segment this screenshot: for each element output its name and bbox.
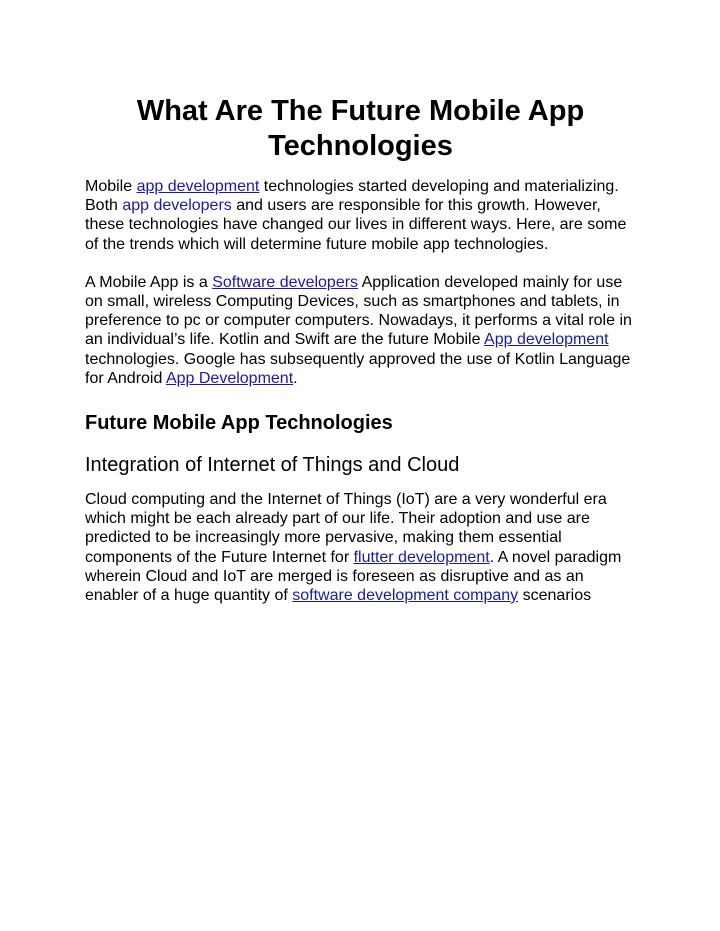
app-development-link-3[interactable]: App Development [165,369,294,387]
subheading: Integration of Internet of Things and Cloud [85,454,460,477]
software-developers-link[interactable]: Software developers [212,273,359,291]
intro-text-2: technologies started developing and materializing. Both [85,178,619,215]
app-developers-link[interactable]: app developers [122,197,232,215]
intro-text-3: and users are responsible for this growth. However, these technologies have changed our lives in different ways. Here, are some of the trends which will determine future mobile app technologies. [85,197,627,253]
flutter-development-link[interactable]: flutter development [353,548,490,566]
iot-text-2: . A novel paradigm wherein Cloud and IoT are merged is foreseen as disruptive and as an enabler of a huge quantity of [85,548,622,605]
software-development-company-link[interactable]: software development company [292,587,519,605]
section-heading: Future Mobile App Technologies [85,412,393,435]
mobile-app-text-3: technologies. Google has subsequently approved the use of Kotlin Language for Android [85,350,631,387]
intro-text-1: Mobile [85,178,137,195]
mobile-app-text-2: Application developed mainly for use on small, wireless Computing Devices, such as smartphones and tablets, in preference to pc or computer computers. Nowadays, it performs a vital role in an individual’s life. Kotlin and Swift are the future Mobile [85,273,632,349]
mobile-app-text-1: A Mobile App is a [85,273,213,291]
app-development-link[interactable]: app development [136,178,260,195]
iot-cloud-paragraph [85,490,636,605]
mobile-app-text-4: . [293,369,298,387]
app-development-link-2[interactable]: App development [484,331,609,349]
iot-text-1: Cloud computing and the Internet of Things (IoT) are a very wonderful era which might be each already part of our life. Their adoption and use are predicted to be increasingly more pervasive, making them essential components of the Future Internet for [85,491,607,566]
intro-paragraph [85,177,636,254]
iot-text-3: scenarios [518,587,592,605]
mobile-app-paragraph [85,273,636,388]
page-title: What Are The Future Mobile App Technologies [136,95,585,162]
